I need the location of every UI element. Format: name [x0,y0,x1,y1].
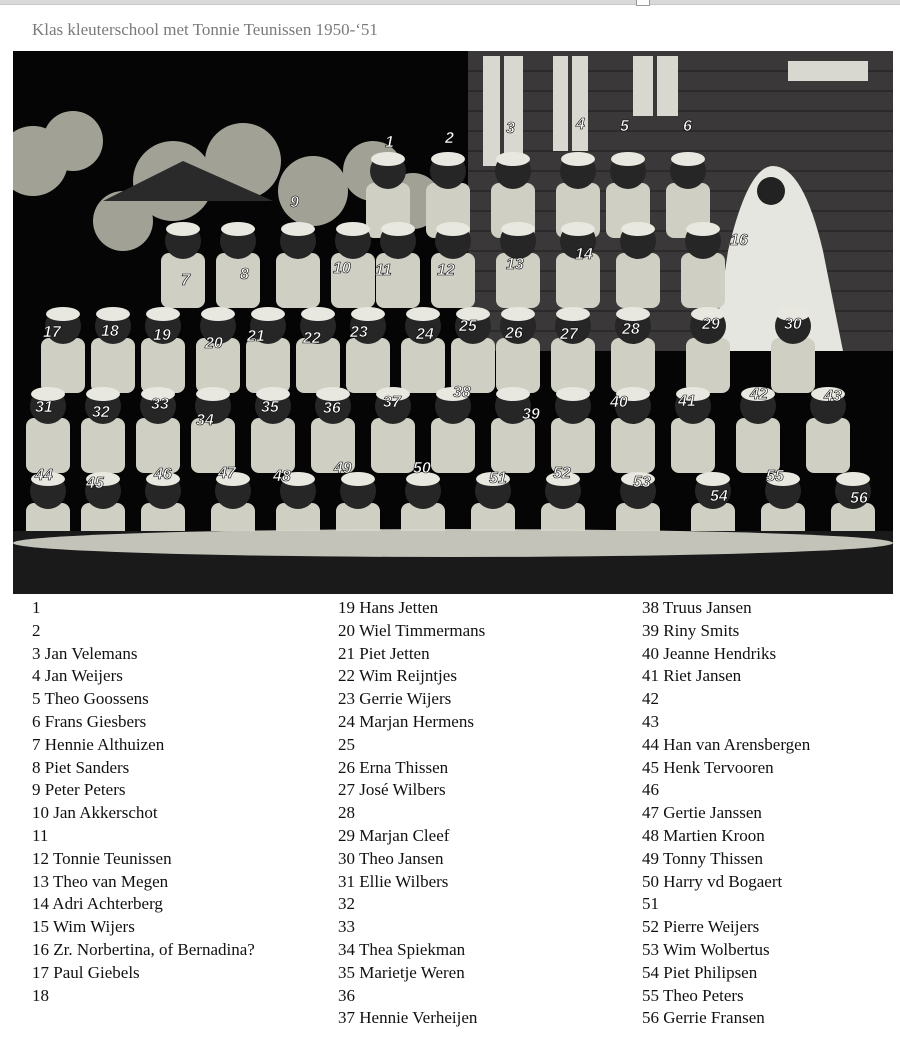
name-entry: 17 Paul Giebels [32,962,140,982]
name-entry: 10 Jan Akkerschot [32,803,158,823]
name-entry: 24 Marjan Hermens [338,711,474,731]
photo-number-label: 53 [633,474,651,491]
name-entry: 55 Theo Peters [642,985,744,1005]
name-entry: 54 Piet Philipsen [642,962,758,982]
name-entry: 34 Thea Spiekman [338,939,466,959]
photo-number-label: 28 [622,321,640,338]
photo-number-label: 4 [576,116,585,133]
name-entry: 38 Truus Jansen [642,598,752,617]
name-column-1 [32,597,322,1007]
name-entry: 36 [338,985,355,1005]
name-entry: 21 Piet Jetten [338,643,430,663]
name-entry: 14 Adri Achterberg [32,894,163,914]
photo-number-label: 13 [506,256,524,273]
photo-number-label: 25 [459,318,477,335]
photo-number-label: 8 [240,266,249,283]
photo-number-label: 46 [154,466,172,483]
photo-number-label: 33 [151,396,169,413]
photo-number-label: 47 [218,465,236,482]
photo-number-label: 9 [290,194,299,211]
name-entry: 53 Wim Wolbertus [642,939,770,959]
name-entry: 1 [32,598,41,617]
photo-number-label: 31 [35,399,53,416]
name-entry: 45 Henk Tervooren [642,757,774,777]
photo-number-label: 40 [610,394,628,411]
name-entry: 16 Zr. Norbertina, of Bernadina? [32,939,255,959]
name-column-3 [642,597,900,1030]
photo-number-label: 16 [730,232,748,249]
photo-number-label: 12 [437,262,455,279]
name-entry: 26 Erna Thissen [338,757,449,777]
name-entry: 56 Gerrie Fransen [642,1008,765,1028]
name-entry: 46 [642,780,659,800]
name-entry: 50 Harry vd Bogaert [642,871,783,891]
photo-number-label: 17 [43,324,61,341]
name-entry: 9 Peter Peters [32,780,126,800]
name-column-2 [338,597,628,1030]
photo-number-label: 19 [153,327,171,344]
photo-number-label: 44 [35,467,53,484]
photo-number-label: 34 [196,412,214,429]
photo-number-label: 27 [560,326,578,343]
photo-number-label: 49 [334,460,352,477]
name-entry: 20 Wiel Timmermans [338,620,486,640]
name-entry: 12 Tonnie Teunissen [32,848,172,868]
photo-number-label: 18 [101,323,119,340]
photo-number-label: 35 [261,399,279,416]
photo-number-label: 38 [453,384,471,401]
name-entry: 27 José Wilbers [338,780,446,800]
photo-number-label: 7 [181,272,190,289]
photo-number-label: 45 [86,475,104,492]
photo-number-label: 21 [247,328,265,345]
photo-number-label: 24 [416,326,434,343]
photo-number-label: 10 [333,260,351,277]
photo-number-label: 39 [522,406,540,423]
class-photo [13,51,893,594]
name-entry: 7 Hennie Althuizen [32,734,165,754]
photo-number-label: 55 [766,468,784,485]
name-entry: 49 Tonny Thissen [642,848,763,868]
photo-number-label: 37 [383,394,401,411]
name-entry: 32 [338,894,355,914]
photo-number-label: 52 [553,465,571,482]
name-entry: 48 Martien Kroon [642,825,765,845]
photo-number-label: 29 [702,316,720,333]
photo-number-label: 36 [323,400,341,417]
photo-number-label: 14 [575,246,593,263]
name-entry: 13 Theo van Megen [32,871,169,891]
name-entry: 33 [338,917,355,937]
name-entry: 18 [32,985,49,1005]
name-entry: 5 Theo Goossens [32,689,149,709]
name-entry: 2 [32,620,41,640]
name-entry: 22 Wim Reijntjes [338,666,457,686]
name-entry: 52 Pierre Weijers [642,917,760,937]
photo-number-label: 41 [678,393,696,410]
photo-number-label: 42 [750,386,768,403]
photo-number-label: 56 [850,490,868,507]
photo-number-label: 2 [445,130,454,147]
photo-number-label: 22 [303,330,321,347]
name-entry: 51 [642,894,659,914]
photo-number-label: 20 [205,335,223,352]
photo-number-label: 51 [489,470,507,487]
name-entry: 43 [642,711,659,731]
photo-number-label: 26 [505,325,523,342]
page-corner-mark [636,0,650,6]
name-entry: 8 Piet Sanders [32,757,130,777]
photo-number-label: 32 [92,404,110,421]
name-entry: 3 Jan Velemans [32,643,138,663]
name-list [0,597,900,1037]
name-entry: 42 [642,689,659,709]
name-entry: 19 Hans Jetten [338,598,439,617]
photo-caption: Klas kleuterschool met Tonnie Teunissen 1950-‘51 [32,20,378,39]
photo-number-label: 54 [710,488,728,505]
name-entry: 44 Han van Arensbergen [642,734,811,754]
name-entry: 6 Frans Giesbers [32,711,147,731]
name-entry: 47 Gertie Janssen [642,803,762,823]
photo-number-label: 6 [683,118,692,135]
name-entry: 4 Jan Weijers [32,666,123,686]
top-rule [0,0,900,5]
photo-number-label: 43 [824,388,842,405]
photo-number-label: 23 [350,324,368,341]
name-entry: 37 Hennie Verheijen [338,1008,478,1028]
photo-number-label: 1 [385,134,394,151]
photo-number-label: 5 [620,118,629,135]
name-entry: 15 Wim Wijers [32,917,135,937]
name-entry: 23 Gerrie Wijers [338,689,452,709]
name-entry: 25 [338,734,355,754]
photo-number-label: 48 [273,468,291,485]
photo-number-label: 50 [413,460,431,477]
name-entry: 11 [32,825,49,845]
name-entry: 39 Riny Smits [642,620,740,640]
name-entry: 41 Riet Jansen [642,666,742,686]
name-entry: 29 Marjan Cleef [338,825,450,845]
name-entry: 28 [338,803,355,823]
name-entry: 30 Theo Jansen [338,848,444,868]
photo-number-label: 11 [375,262,392,279]
photo-number-label: 30 [784,316,802,333]
photo-number-label: 3 [506,120,515,137]
name-entry: 31 Ellie Wilbers [338,871,449,891]
name-entry: 35 Marietje Weren [338,962,465,982]
name-entry: 40 Jeanne Hendriks [642,643,777,663]
